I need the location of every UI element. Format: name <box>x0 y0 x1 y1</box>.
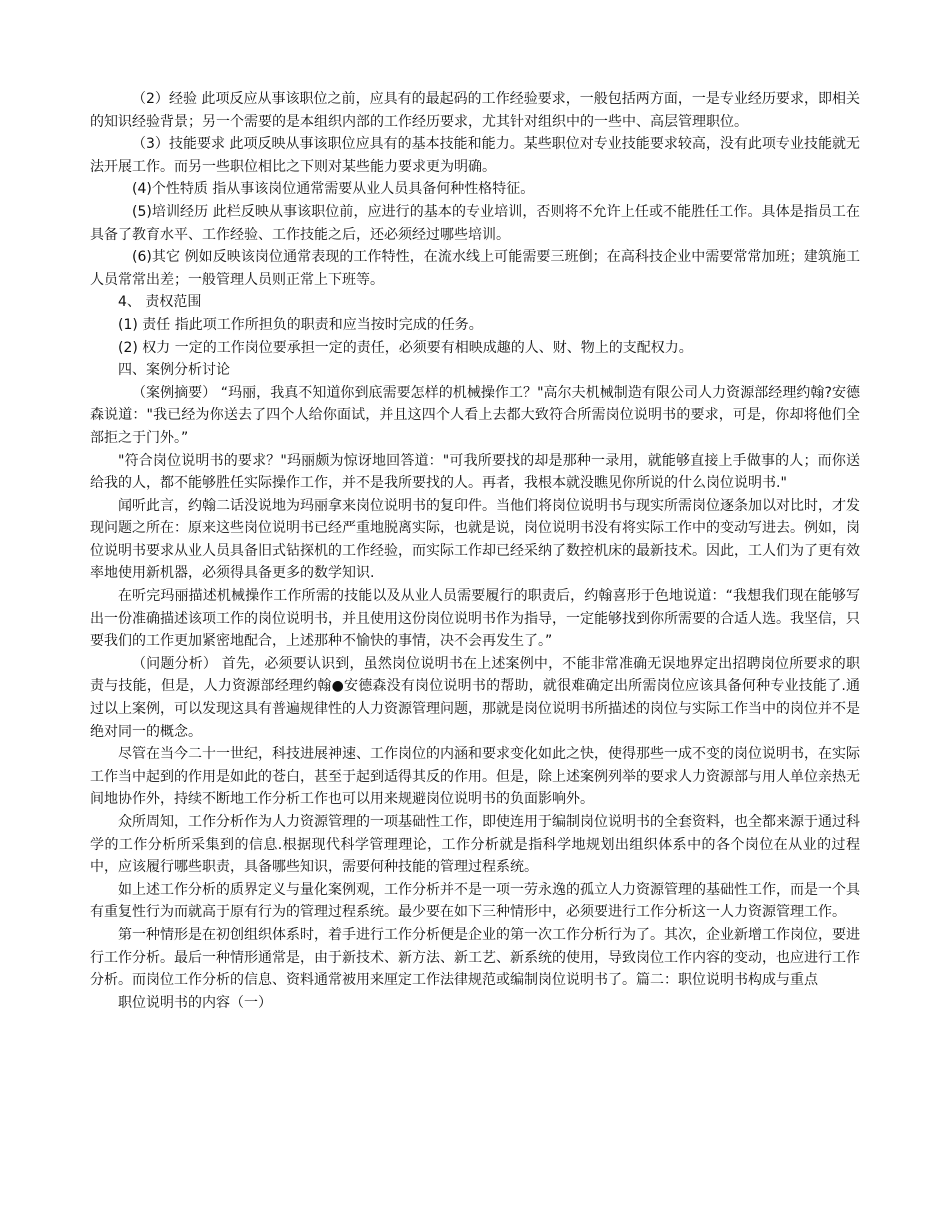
paragraph-comparison: 闻听此言，约翰二话没说地为玛丽拿来岗位说明书的复印件。当他们将岗位说明书与现实所需岗位逐条加以对比时，才发现问题之所在：原来这些岗位说明书已经严重地脱离实际，也就是说，岗位说明书没有将实际工作中的变动写进去。例如，岗位说明书要求从业人员具备旧式钻探机的工作经验，而实际工作却已经采纳了数控机床的最新技术。因此，工人们为了更有效率地使用新机器，必须得具备更多的数学知识. <box>90 497 860 582</box>
paragraph-case-summary: （案例摘要） “玛丽，我真不知道你到底需要怎样的机械操作工？"高尔夫机械制造有限公司人力资源部经理约翰?安德森说道："我已经为你送去了四个人给你面试，并且这四个人看上去都大致符合所需岗位说明书的要求，可是，你却将他们全部拒之于门外。” <box>90 384 860 446</box>
paragraph-responsibility: (1) 责任 指此项工作所担负的职责和应当按时完成的任务。 <box>118 316 483 333</box>
paragraph-john-response: 在听完玛丽描述机械操作工作所需的技能以及从业人员需要履行的职责后，约翰喜形于色地说道：“我想我们现在能够写出一份准确描述该项工作的岗位说明书，并且使用这份岗位说明书作为指导，一定能够找到你所需要的合适人选。我坚信，只要我们的工作更加紧密地配合，上述那种不愉快的事情，决不会再发生了。” <box>90 588 860 650</box>
paragraph-problem-analysis: （问题分析） 首先，必须要认识到，虽然岗位说明书在上述案例中，不能非常准确无误地界定出招聘岗位所要求的职责与技能，但是，人力资源部经理约翰●安德森没有岗位说明书的帮助，就很难确定出所需岗位应该具备何种专业技能了.通过以上案例，可以发现这具有普遍规律性的人力资源管理问题，那就是岗位说明书所描述的岗位与实际工作当中的岗位并不是绝对同一的概念。 <box>90 655 860 740</box>
paragraph-training-experience: (5)培训经历 此栏反映从事该职位前，应进行的基本的专业培训，否则将不允许上任或不能胜任工作。具体是指员工在具备了教育水平、工作经验、工作技能之后，还必须经过哪些培训。 <box>90 203 860 243</box>
paragraph-section-title: 职位说明书的内容（一） <box>118 994 272 1011</box>
paragraph-authority: (2) 权力 一定的工作岗位要承担一定的责任，必须要有相映成趣的人、财、物上的支配权力。 <box>118 339 693 356</box>
paragraph-personality-traits: (4)个性特质 指从事该岗位通常需要从业人员具备何种性格特征。 <box>132 181 535 198</box>
paragraph-twenty-first-century: 尽管在当今二十一世纪，科技进展神速、工作岗位的内涵和要求变化如此之快，使得那些一成不变的岗位说明书，在实际工作当中起到的作用是如此的苍白，甚至于起到适得其反的作用。但是，除上述案例列举的要求人力资源部与用人单位亲热无间地协作外，持续不断地工作分析工作也可以用来规避岗位说明书的负面影响外。 <box>90 746 860 808</box>
paragraph-job-analysis-basics: 众所周知，工作分析作为人力资源管理的一项基础性工作，即使连用于编制岗位说明书的全套资料，也全都来源于通过科学的工作分析所采集到的信息.根据现代科学管理理论，工作分析就是指科学地规划出组织体系中的各个岗位在从业的过程中，应该履行哪些职责，具备哪些知识，需要何种技能的管理过程系统。 <box>90 814 860 876</box>
paragraph-other: (6)其它 例如反映该岗位通常表现的工作特性，在流水线上可能需要三班倒；在高科技企业中需要常常加班；建筑施工人员常常出差；一般管理人员则正常上下班等。 <box>90 249 860 288</box>
paragraph-experience: （2）经验 此项反应从事该职位之前，应具有的最起码的工作经验要求，一般包括两方面，一是专业经历要求，即相关的知识经验背景；另一个需要的是本组织内部的工作经历要求，尤其针对组织中的一些中、高层管理职位。 <box>90 91 860 130</box>
paragraph-job-analysis-definition: 如上述工作分析的质界定义与量化案例观，工作分析并不是一项一劳永逸的孤立人力资源管理的基础性工作，而是一个具有重复性行为而就高于原有行为的管理过程系统。最少要在如下三种情形中，必须要进行工作分析这一人力资源管理工作。 <box>90 881 860 921</box>
heading-responsibility-authority: 4、 责权范围 <box>118 294 202 311</box>
paragraph-skill-requirements: （3）技能要求 此项反映从事该职位应具有的基本技能和能力。某些职位对专业技能要求较高，没有此项专业技能就无法开展工作。而另一些职位相比之下则对某些能力要求更为明确。 <box>90 136 860 175</box>
heading-case-analysis: 四、案例分析讨论 <box>118 362 230 379</box>
paragraph-three-situations: 第一种情形是在初创组织体系时，着手进行工作分析便是企业的第一次工作分析行为了。其次，企业新增工作岗位，要进行工作分析。最后一种情形通常是，由于新技术、新方法、新工艺、新系统的使用，导致岗位工作内容的变动，也应进行工作分析。而岗位工作分析的信息、资料通常被用来厘定工作法律规范或编制岗位说明书了。篇二：职位说明书构成与重点 <box>90 926 860 989</box>
paragraph-mary-reply: "符合岗位说明书的要求？"玛丽颇为惊讶地回答道："可我所要找的却是那种一录用，就能够直接上手做事的人；而你送给我的人，都不能够胜任实际操作工作，并不是我所要找的人。再者，我根本就没瞧见你所说的什么岗位说明书." <box>90 452 860 492</box>
